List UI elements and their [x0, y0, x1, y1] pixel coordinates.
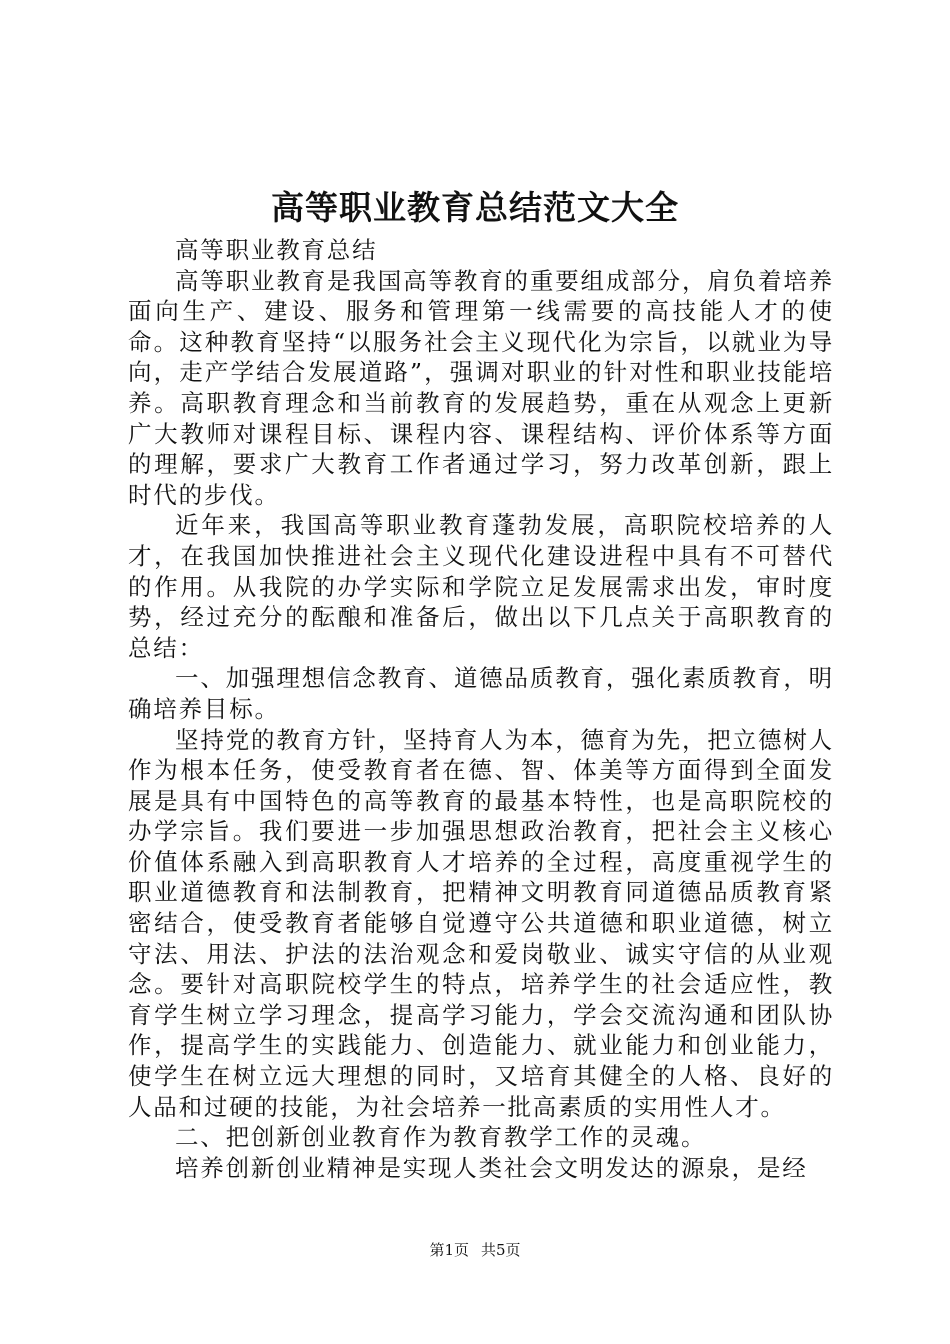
paragraph: 高等职业教育是我国高等教育的重要组成部分，肩负着培养面向生产、建设、服务和管理第一线需要的高技能人才的使命。这种教育坚持“以服务社会主义现代化为宗旨，以就业为导向，走产学结合发展道路”，强调对职业的针对性和职业技能培养。高职教育理念和当前教育的发展趋势，重在从观念上更新广大教师对课程目标、课程内容、课程结构、评价体系等方面的理解，要求广大教育工作者通过学习，努力改革创新，跟上时代的步伐。: [128, 266, 834, 509]
page-total: 共5页: [481, 1241, 521, 1259]
paragraph: 二、把创新创业教育作为教育教学工作的灵魂。: [175, 1123, 707, 1152]
section-heading: 高等职业教育总结: [175, 236, 378, 264]
paragraph: 近年来，我国高等职业教育蓬勃发展，高职院校培养的人才，在我国加快推进社会主义现代化建设进程中具有不可替代的作用。从我院的办学实际和学院立足发展需求出发，审时度势，经过充分的酝酿和准备后，做出以下几点关于高职教育的总结：: [128, 511, 834, 662]
page-footer: [0, 1240, 950, 1260]
paragraph: 培养创新创业精神是实现人类社会文明发达的源泉，是经: [175, 1153, 808, 1182]
document-body: [128, 235, 834, 1183]
paragraph: 坚持党的教育方针，坚持育人为本，德育为先，把立德树人作为根本任务，使受教育者在德、智、体美等方面得到全面发展是具有中国特色的高等教育的最基本特性，也是高职院校的办学宗旨。我们要进一步加强思想政治教育，把社会主义核心价值体系融入到高职教育人才培养的全过程，高度重视学生的职业道德教育和法制教育，把精神文明教育同道德品质教育紧密结合，使受教育者能够自觉遵守公共道德和职业道德，树立守法、用法、护法的法治观念和爱岗敬业、诚实守信的从业观念。要针对高职院校学生的特点，培养学生的社会适应性，教育学生树立学习理念，提高学习能力，学会交流沟通和团队协作，提高学生的实践能力、创造能力、就业能力和创业能力，使学生在树立远大理想的同时，又培育其健全的人格、良好的人品和过硬的技能，为社会培养一批高素质的实用性人才。: [128, 725, 834, 1121]
document-title: 高等职业教育总结范文大全: [271, 188, 679, 227]
paragraph: 一、加强理想信念教育、道德品质教育，强化素质教育，明确培养目标。: [128, 664, 834, 723]
page-number: 第1页: [429, 1241, 469, 1259]
